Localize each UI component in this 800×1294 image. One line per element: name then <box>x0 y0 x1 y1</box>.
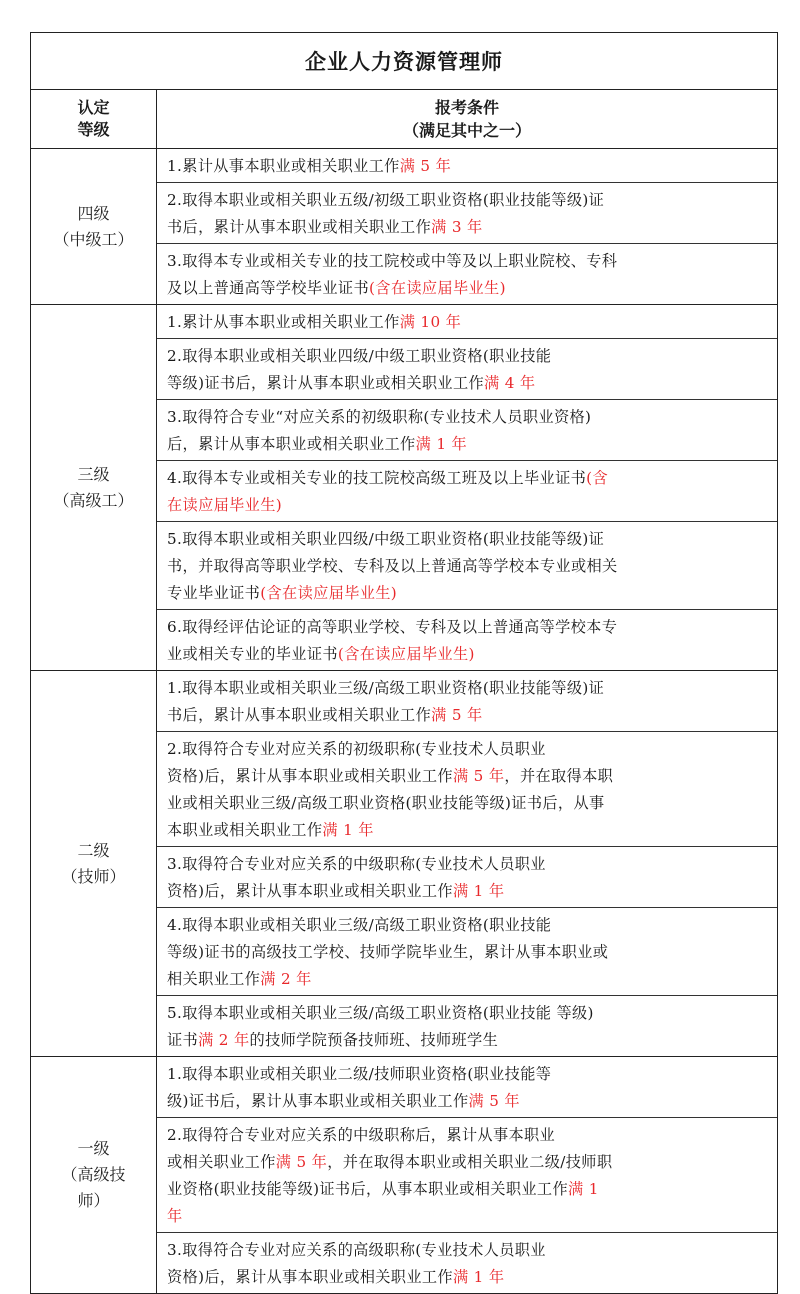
level-groups <box>31 149 777 1293</box>
condition-text: 证书 <box>167 1031 199 1049</box>
condition-text: 1.累计从事本职业或相关职业工作 <box>167 157 400 175</box>
condition-text: 5.取得本职业或相关职业四级/中级工职业资格(职业技能等级)证 <box>167 530 605 548</box>
condition-line <box>167 1122 769 1149</box>
condition-cell <box>157 908 777 996</box>
level-name-line: （高级技 <box>61 1165 126 1184</box>
condition-text: 书后，累计从事本职业或相关职业工作 <box>167 218 432 236</box>
highlighted-requirement: 在读应届毕业生) <box>167 496 283 514</box>
condition-text: 业资格(职业技能等级)证书后，从事本职业或相关职业工作 <box>167 1180 568 1198</box>
qualification-table <box>30 32 778 1294</box>
condition-line <box>167 248 769 275</box>
highlighted-requirement: 满 1 <box>568 1180 599 1198</box>
condition-line <box>167 214 769 241</box>
condition-line <box>167 431 769 458</box>
condition-cell <box>157 149 777 183</box>
condition-line <box>167 790 769 817</box>
highlighted-requirement: 满 5 年 <box>399 157 452 175</box>
level-name-cell <box>31 149 157 304</box>
highlighted-requirement: (含在读应届毕业生) <box>260 584 398 602</box>
condition-cell <box>157 671 777 732</box>
level-name-line: （技师） <box>61 866 126 886</box>
highlighted-requirement: 满 10 年 <box>399 313 462 331</box>
condition-header-line1: 报考条件 <box>434 98 499 117</box>
condition-text: 4.取得本专业或相关专业的技工院校高级工班及以上毕业证书 <box>167 469 587 487</box>
condition-line <box>167 912 769 939</box>
condition-line <box>167 187 769 214</box>
highlighted-requirement: 满 5 年 <box>468 1092 520 1110</box>
condition-cell <box>157 1057 777 1118</box>
condition-text: 专业毕业证书 <box>167 584 261 602</box>
condition-text: 5.取得本职业或相关职业三级/高级工职业资格(职业技能 等级) <box>167 1004 594 1022</box>
condition-line <box>167 580 769 607</box>
condition-line <box>167 736 769 763</box>
condition-text: 及以上普通高等学校毕业证书 <box>167 279 369 297</box>
highlighted-requirement: (含在读应届毕业生) <box>369 279 506 297</box>
table-title: 企业人力资源管理师 <box>31 33 777 90</box>
level-name-cell <box>31 1057 157 1293</box>
condition-line <box>167 878 769 905</box>
condition-cell <box>157 183 777 244</box>
condition-cell <box>157 847 777 908</box>
condition-line <box>167 851 769 878</box>
condition-text: 2.取得符合专业对应关系的中级职称后，累计从事本职业 <box>167 1126 556 1144</box>
level-name-line: 一级 <box>77 1139 110 1158</box>
condition-line <box>167 939 769 966</box>
highlighted-requirement: 满 3 年 <box>431 218 483 236</box>
condition-line <box>167 817 769 844</box>
highlighted-requirement: 满 2 年 <box>198 1031 250 1049</box>
condition-text: 资格)后，累计从事本职业或相关职业工作 <box>167 767 453 785</box>
condition-cell <box>157 305 777 339</box>
condition-line <box>167 702 769 729</box>
condition-line <box>167 370 769 397</box>
highlighted-requirement: 满 1 年 <box>452 1268 505 1286</box>
condition-text: 的技师学院预备技师班、技师班学生 <box>249 1031 499 1049</box>
highlighted-requirement: 满 2 年 <box>260 970 312 988</box>
level-header-line2: 等级 <box>77 120 110 139</box>
condition-cell <box>157 400 777 461</box>
condition-text: 1.取得本职业或相关职业三级/高级工职业资格(职业技能等级)证 <box>167 679 605 697</box>
condition-line <box>167 641 769 668</box>
level-column-header <box>31 90 157 148</box>
condition-line <box>167 465 769 492</box>
condition-cell <box>157 244 777 304</box>
level-name-line: 三级 <box>77 464 110 484</box>
condition-text: 2.取得符合专业对应关系的初级职称(专业技术人员职业 <box>167 740 546 758</box>
condition-text: 6.取得经评估论证的高等职业学校、专科及以上普通高等学校本专 <box>167 618 618 636</box>
condition-text: 3.取得符合专业对应关系的中级职称(专业技术人员职业 <box>167 855 546 873</box>
condition-line <box>167 275 769 302</box>
condition-line <box>167 1027 769 1054</box>
condition-line <box>167 966 769 993</box>
condition-line <box>167 553 769 580</box>
condition-text: 4.取得本职业或相关职业三级/高级工职业资格(职业技能 <box>167 916 552 934</box>
condition-list <box>157 305 777 670</box>
condition-text: 2.取得本职业或相关职业四级/中级工职业资格(职业技能 <box>167 347 552 365</box>
level-name-line: 二级 <box>77 840 110 860</box>
level-name-line: 四级 <box>77 203 110 223</box>
condition-list <box>157 1057 777 1293</box>
condition-text: 1.累计从事本职业或相关职业工作 <box>167 313 400 331</box>
condition-cell <box>157 339 777 400</box>
condition-line <box>167 1176 769 1203</box>
highlighted-requirement: (含 <box>586 469 608 487</box>
highlighted-requirement: 满 4 年 <box>484 374 536 392</box>
highlighted-requirement: 满 5 年 <box>431 706 483 724</box>
highlighted-requirement: 满 5 年 <box>452 767 505 785</box>
condition-text: 3.取得符合专业“对应关系的初级职称(专业技术人员职业资格) <box>167 408 592 426</box>
level-group <box>31 1057 777 1293</box>
condition-text: 资格)后，累计从事本职业或相关职业工作 <box>167 1268 453 1286</box>
condition-line <box>167 1088 769 1115</box>
condition-cell <box>157 732 777 847</box>
level-group <box>31 149 777 305</box>
highlighted-requirement: (含在读应届毕业生) <box>337 645 475 663</box>
level-group <box>31 671 777 1057</box>
condition-cell <box>157 610 777 670</box>
condition-cell <box>157 996 777 1056</box>
condition-line <box>167 675 769 702</box>
condition-text: 级)证书后，累计从事本职业或相关职业工作 <box>167 1092 469 1110</box>
condition-line <box>167 153 769 180</box>
condition-text: 等级)证书的高级技工学校、技师学院毕业生，累计从事本职业或 <box>167 943 609 961</box>
level-name-line: （中级工） <box>53 229 134 249</box>
condition-line <box>167 1149 769 1176</box>
condition-text: 本职业或相关职业工作 <box>167 821 323 839</box>
table-header-row <box>31 90 777 149</box>
condition-cell <box>157 1233 777 1293</box>
condition-text: 资格)后，累计从事本职业或相关职业工作 <box>167 882 453 900</box>
condition-line <box>167 763 769 790</box>
condition-text: 等级)证书后，累计从事本职业或相关职业工作 <box>167 374 485 392</box>
condition-cell <box>157 1118 777 1233</box>
condition-line <box>167 614 769 641</box>
condition-text: 2.取得本职业或相关职业五级/初级工职业资格(职业技能等级)证 <box>167 191 605 209</box>
condition-line <box>167 1264 769 1291</box>
level-header-line1: 认定 <box>77 98 110 117</box>
highlighted-requirement: 满 1 年 <box>452 882 505 900</box>
condition-line <box>167 309 769 336</box>
condition-text: 3.取得符合专业对应关系的高级职称(专业技术人员职业 <box>167 1241 546 1259</box>
condition-line <box>167 1237 769 1264</box>
condition-cell <box>157 461 777 522</box>
condition-text: 3.取得本专业或相关专业的技工院校或中等及以上职业院校、专科 <box>167 252 618 270</box>
condition-text: ，并在取得本职业或相关职业二级/技师职 <box>327 1153 613 1171</box>
condition-line <box>167 492 769 519</box>
highlighted-requirement: 满 5 年 <box>275 1153 328 1171</box>
condition-line <box>167 1203 769 1230</box>
level-name-line: 师） <box>77 1191 110 1210</box>
condition-text: 书，并取得高等职业学校、专科及以上普通高等学校本专业或相关 <box>167 557 618 575</box>
condition-cell <box>157 522 777 610</box>
condition-header-line2: （满足其中之一） <box>402 121 531 140</box>
condition-list <box>157 671 777 1056</box>
condition-line <box>167 1000 769 1027</box>
condition-text: 业或相关职业三级/高级工职业资格(职业技能等级)证书后，从事 <box>167 794 605 812</box>
highlighted-requirement: 满 1 年 <box>415 435 468 453</box>
condition-line <box>167 404 769 431</box>
condition-column-header <box>157 90 777 148</box>
condition-line <box>167 526 769 553</box>
condition-text: 书后，累计从事本职业或相关职业工作 <box>167 706 432 724</box>
level-name-cell <box>31 671 157 1056</box>
condition-list <box>157 149 777 304</box>
level-group <box>31 305 777 671</box>
condition-text: 业或相关专业的毕业证书 <box>167 645 338 663</box>
level-name-cell <box>31 305 157 670</box>
highlighted-requirement: 年 <box>167 1207 183 1225</box>
condition-text: 或相关职业工作 <box>167 1153 276 1171</box>
highlighted-requirement: 满 1 年 <box>322 821 374 839</box>
condition-text: ，并在取得本职 <box>504 767 614 785</box>
level-name-line: （高级工） <box>53 490 134 510</box>
condition-line <box>167 343 769 370</box>
condition-text: 后，累计从事本职业或相关职业工作 <box>167 435 416 453</box>
condition-line <box>167 1061 769 1088</box>
condition-text: 1.取得本职业或相关职业二级/技师职业资格(职业技能等 <box>167 1065 552 1083</box>
condition-text: 相关职业工作 <box>167 970 261 988</box>
